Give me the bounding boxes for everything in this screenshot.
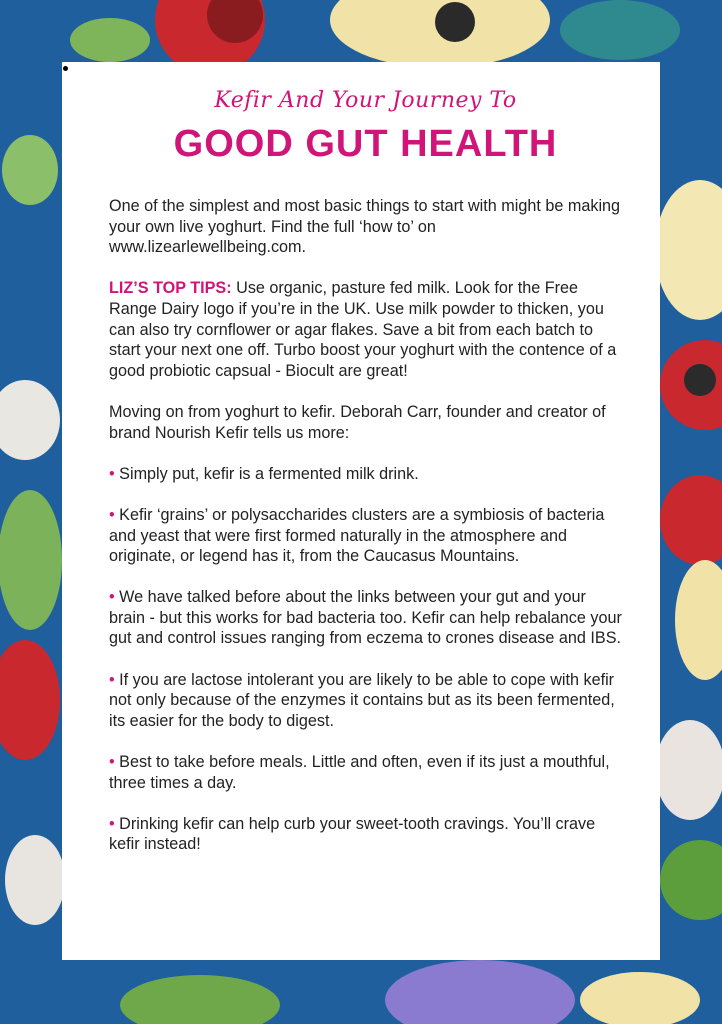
- tips-text: Use organic, pasture fed milk. Look for the Free Range Dairy logo if you’re in the UK. Use milk powder to thicken, you can also try cornflower or agar flakes. Save a bit from each batch to start your next one off. Turbo boost your yoghurt with the contence of a good probiotic capsual - Biocult are great!: [109, 279, 617, 380]
- bullet-marker-dot: [63, 66, 68, 71]
- bullet-item: [109, 587, 622, 649]
- bullet-item: [109, 464, 622, 485]
- bullet-icon: •: [109, 814, 115, 833]
- bullet-text: Drinking kefir can help curb your sweet-tooth cravings. You’ll crave kefir instead!: [109, 814, 596, 854]
- bullet-icon: •: [109, 505, 115, 524]
- bullet-item: [109, 670, 622, 732]
- bullet-text: Best to take before meals. Little and often, even if its just a mouthful, three times a day.: [109, 753, 610, 792]
- bullet-icon: •: [109, 588, 115, 607]
- article-body: [109, 196, 622, 855]
- bullet-item: [109, 752, 622, 793]
- bullet-item: [109, 505, 622, 567]
- tips-label: LIZ’S TOP TIPS:: [109, 279, 232, 298]
- bullet-text: We have talked before about the links between your gut and your brain - but this works for bad bacteria too. Kefir can help rebalance your gut and control issues ranging from eczema to crones disease and IBS.: [109, 588, 622, 648]
- bullet-icon: •: [109, 464, 115, 483]
- tips-paragraph: [109, 278, 622, 381]
- bullet-text: Simply put, kefir is a fermented milk drink.: [119, 464, 419, 483]
- bullet-item: [109, 814, 622, 855]
- bullet-icon: •: [109, 670, 115, 689]
- transition-paragraph: Moving on from yoghurt to kefir. Deborah Carr, founder and creator of brand Nourish Kefir tells us more:: [109, 402, 606, 442]
- intro-paragraph: One of the simplest and most basic things to start with might be making your own live yoghurt. Find the full ‘how to’ on www.lizearlewellbeing.com.: [109, 197, 621, 257]
- article-title: GOOD GUT HEALTH: [173, 123, 558, 165]
- bullet-text: Kefir ‘grains’ or polysaccharides clusters are a symbiosis of bacteria and yeast that were first formed naturally in the atmosphere and originate, or legend has it, from the Caucasus Mountains.: [109, 505, 605, 566]
- article-card: [62, 62, 660, 960]
- bullet-icon: •: [109, 753, 115, 772]
- bullet-text: If you are lactose intolerant you are likely to be able to cope with kefir not only because of the enzymes it contains but as its been fermented, its easier for the body to digest.: [109, 670, 615, 730]
- article-subtitle: Kefir And Your Journey To: [214, 88, 517, 113]
